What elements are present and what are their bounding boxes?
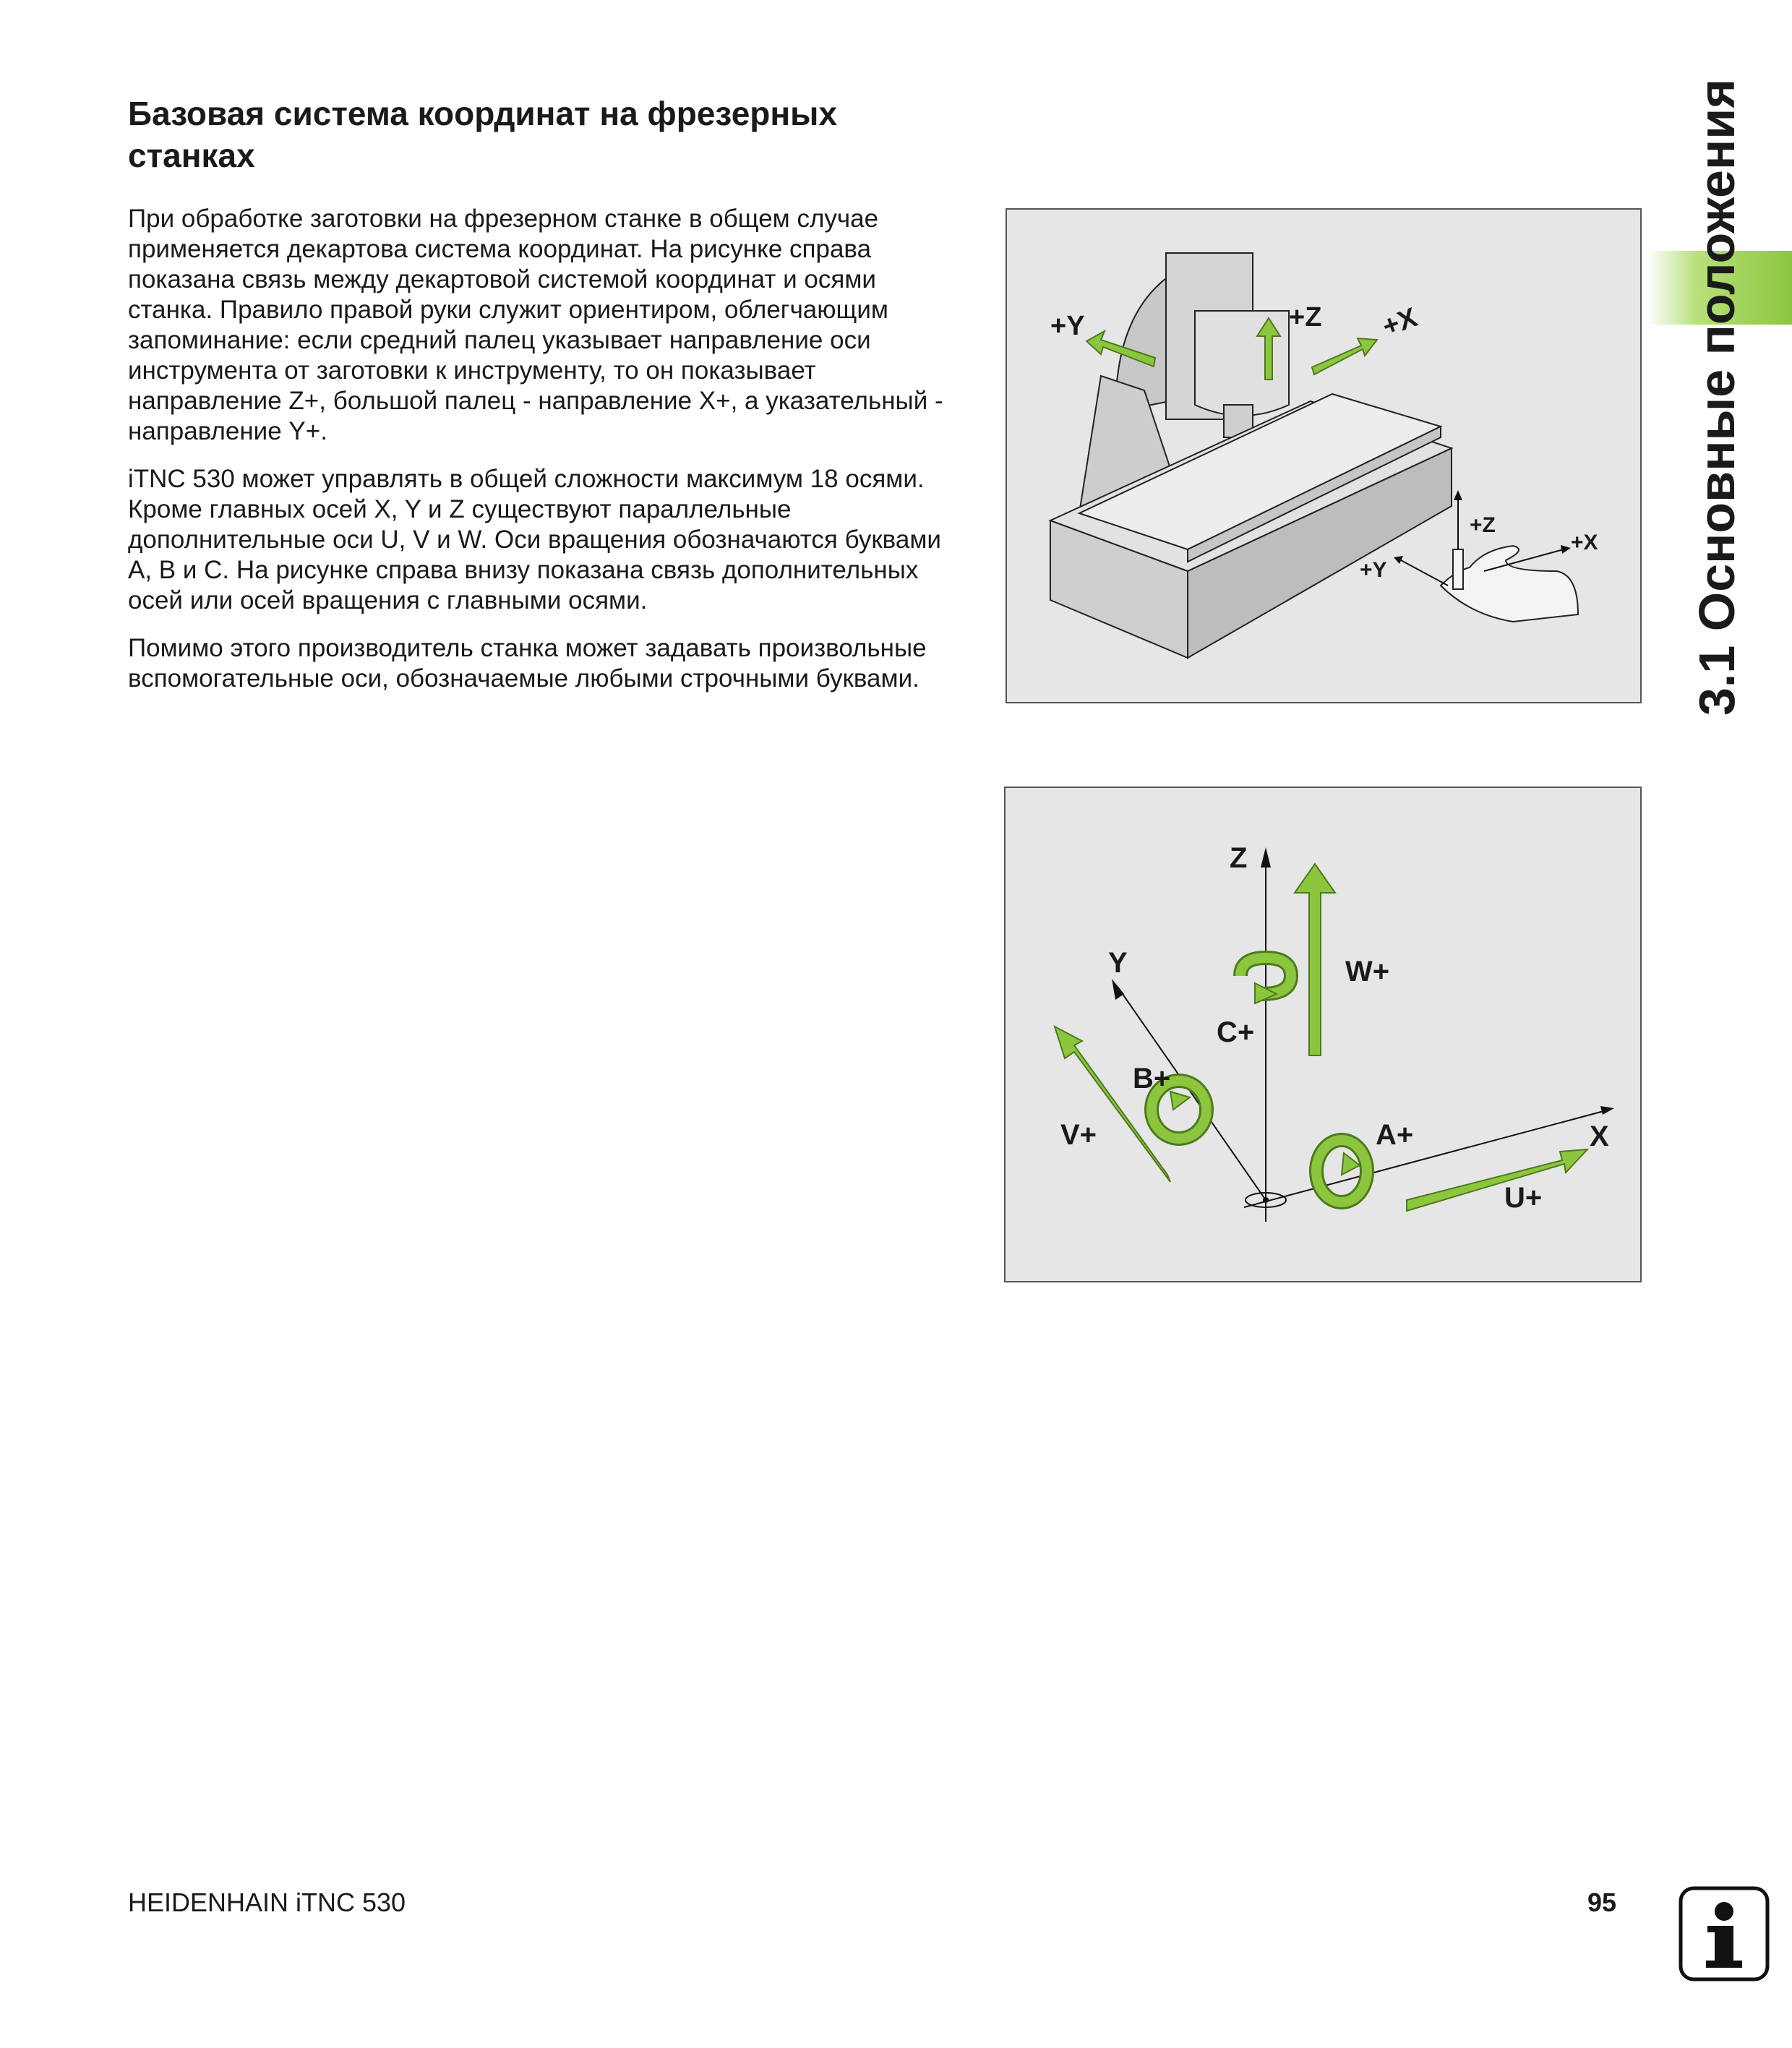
label-z-plus: +Z (1289, 302, 1322, 333)
label-x-plus: +X (1379, 302, 1422, 343)
figure-machine-axes (1006, 208, 1642, 703)
figure-axes-diagram (1004, 787, 1642, 1282)
info-icon[interactable] (1679, 1886, 1770, 1981)
page-number: 95 (1587, 1888, 1617, 1917)
paragraph-axes: iTNC 530 может управлять в общей сложности максимум 18 осями. Кроме главных осей X, Y и Z существуют параллельные дополнительные оси U, V и W. Оси вращения обозначаются буквами A, B и C. На рисунке справа внизу показана связь дополнительных осей или осей вращения с главными осями. (128, 465, 941, 614)
label-w-plus: W+ (1345, 956, 1390, 987)
machine-illustration (1007, 210, 1640, 702)
label-v-plus: V+ (1060, 1119, 1097, 1151)
label-c-plus: C+ (1217, 1016, 1255, 1048)
axis-label-x: X (1590, 1121, 1609, 1152)
label-hand-z-plus: +Z (1470, 513, 1496, 537)
label-hand-y-plus: +Y (1360, 558, 1387, 582)
paragraph-cartesian: При обработке заготовки на фрезерном станке в общем случае применяется декартова система координат. На рисунке справа показана связь между декартовой системой координат и осями станка. Правило правой руки служит ориентиром, облегчающим запоминание: если средний палец указывает направление оси инструмента от заготовки к инструменту, то он показывает направление Z+, большой палец - направление X+, а указательный - направление Y+. (128, 205, 943, 445)
label-y-plus: +Y (1050, 311, 1085, 341)
axis-label-z: Z (1230, 842, 1248, 874)
axes-illustration (1006, 788, 1640, 1281)
label-b-plus: B+ (1133, 1063, 1171, 1094)
paragraph-auxiliary-axes: Помимо этого производитель станка может задавать произвольные вспомогательные оси, обозначаемые любыми строчными буквами. (128, 634, 927, 693)
footer-product: HEIDENHAIN iTNC 530 (128, 1888, 406, 1917)
axis-label-y: Y (1108, 947, 1128, 979)
label-u-plus: U+ (1504, 1182, 1543, 1214)
page-heading: Базовая система координат на фрезерных станках (128, 95, 838, 174)
label-hand-x-plus: +X (1571, 531, 1598, 554)
label-a-plus: A+ (1376, 1119, 1414, 1151)
chapter-tab-title: 3.1 Основные положения (1689, 78, 1745, 716)
